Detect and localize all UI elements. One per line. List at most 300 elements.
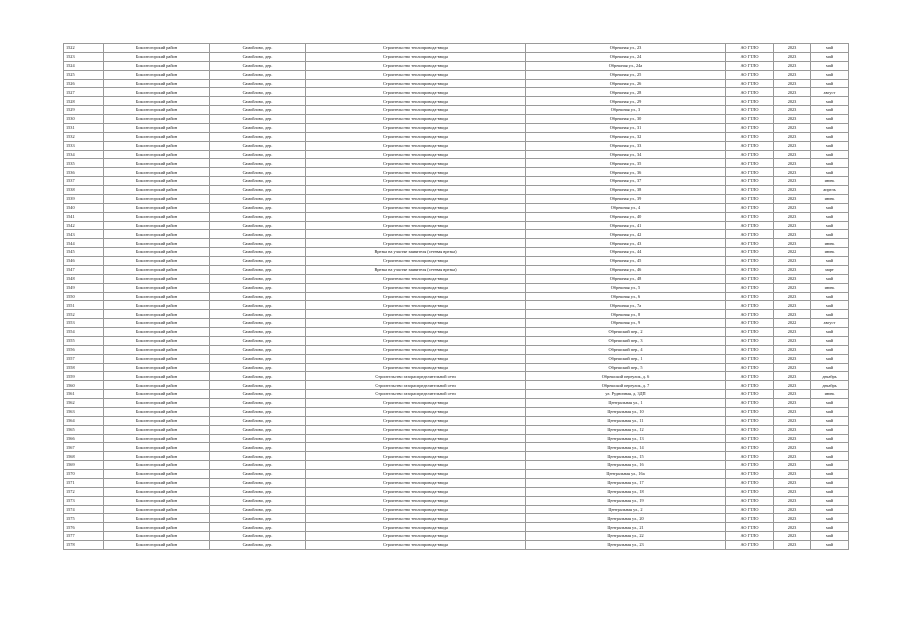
address-cell: Обрешная ул., 4	[526, 203, 726, 212]
row-number-cell: 1572	[64, 487, 104, 496]
table-row	[64, 52, 849, 61]
settlement-cell: Самойлово, дер.	[210, 487, 306, 496]
settlement-cell: Самойлово, дер.	[210, 123, 306, 132]
organization-cell: АО ГТЛО	[726, 532, 774, 541]
month-cell: май	[811, 336, 849, 345]
row-number-cell: 1577	[64, 532, 104, 541]
district-cell: Бокситогорский район	[104, 274, 210, 283]
month-cell: май	[811, 461, 849, 470]
organization-cell: АО ГТЛО	[726, 487, 774, 496]
row-number-cell: 1548	[64, 274, 104, 283]
table-row	[64, 106, 849, 115]
row-number-cell: 1541	[64, 212, 104, 221]
organization-cell: АО ГТЛО	[726, 301, 774, 310]
organization-cell: АО ГТЛО	[726, 478, 774, 487]
work-type-cell: Строительство теплопровода-ввода	[306, 434, 526, 443]
district-cell: Бокситогорский район	[104, 301, 210, 310]
organization-cell: АО ГТЛО	[726, 106, 774, 115]
address-cell: Обрешский переулок, д. 6	[526, 372, 726, 381]
address-cell: Обрешная ул., 28	[526, 88, 726, 97]
row-number-cell: 1565	[64, 425, 104, 434]
settlement-cell: Самойлово, дер.	[210, 52, 306, 61]
organization-cell: АО ГТЛО	[726, 443, 774, 452]
row-number-cell: 1569	[64, 461, 104, 470]
address-cell: Обрешная ул., 43	[526, 239, 726, 248]
year-cell: 2023	[774, 496, 811, 505]
year-cell: 2023	[774, 265, 811, 274]
table-row	[64, 416, 849, 425]
address-cell: Центральная ул., 14	[526, 443, 726, 452]
row-number-cell: 1552	[64, 310, 104, 319]
address-cell: Центральная ул., 19	[526, 496, 726, 505]
work-type-cell: Строительство теплопровода-ввода	[306, 79, 526, 88]
district-cell: Бокситогорский район	[104, 239, 210, 248]
month-cell: май	[811, 301, 849, 310]
work-type-cell: Строительство теплопровода-ввода	[306, 399, 526, 408]
row-number-cell: 1524	[64, 61, 104, 70]
address-cell: Обрешная ул., 7а	[526, 301, 726, 310]
settlement-cell: Самойлово, дер.	[210, 434, 306, 443]
address-cell: Обрешная ул., 45	[526, 257, 726, 266]
organization-cell: АО ГТЛО	[726, 461, 774, 470]
year-cell: 2023	[774, 97, 811, 106]
table-row	[64, 496, 849, 505]
organization-cell: АО ГТЛО	[726, 221, 774, 230]
table-row	[64, 123, 849, 132]
table-row	[64, 132, 849, 141]
table-row	[64, 390, 849, 399]
month-cell: май	[811, 61, 849, 70]
table-row	[64, 470, 849, 479]
work-type-cell: Строительство теплопровода-ввода	[306, 416, 526, 425]
work-type-cell: Строительство теплопровода-ввода	[306, 194, 526, 203]
month-cell: декабрь	[811, 372, 849, 381]
organization-cell: АО ГТЛО	[726, 70, 774, 79]
month-cell: май	[811, 434, 849, 443]
year-cell: 2023	[774, 52, 811, 61]
work-type-cell: Строительство теплопровода-ввода	[306, 478, 526, 487]
work-type-cell: Строительство теплопровода-ввода	[306, 221, 526, 230]
settlement-cell: Самойлово, дер.	[210, 390, 306, 399]
settlement-cell: Самойлово, дер.	[210, 496, 306, 505]
organization-cell: АО ГТЛО	[726, 88, 774, 97]
district-cell: Бокситогорский район	[104, 407, 210, 416]
address-cell: Центральная ул., 16а	[526, 470, 726, 479]
work-type-cell: Строительство теплопровода-ввода	[306, 186, 526, 195]
address-cell: Обрешная ул., 32	[526, 132, 726, 141]
year-cell: 2023	[774, 372, 811, 381]
work-type-cell: Строительство теплопровода-ввода	[306, 61, 526, 70]
settlement-cell: Самойлово, дер.	[210, 425, 306, 434]
settlement-cell: Самойлово, дер.	[210, 416, 306, 425]
row-number-cell: 1551	[64, 301, 104, 310]
settlement-cell: Самойлово, дер.	[210, 461, 306, 470]
organization-cell: АО ГТЛО	[726, 97, 774, 106]
table-row	[64, 274, 849, 283]
table-row	[64, 221, 849, 230]
settlement-cell: Самойлово, дер.	[210, 97, 306, 106]
table-row	[64, 141, 849, 150]
year-cell: 2023	[774, 390, 811, 399]
month-cell: май	[811, 407, 849, 416]
table-row	[64, 310, 849, 319]
work-type-cell: Строительство теплопровода-ввода	[306, 141, 526, 150]
month-cell: май	[811, 159, 849, 168]
work-type-cell: Строительство теплопровода-ввода	[306, 203, 526, 212]
table-row	[64, 532, 849, 541]
district-cell: Бокситогорский район	[104, 381, 210, 390]
work-type-cell: Строительство теплопровода-ввода	[306, 301, 526, 310]
address-cell: Обрешная ул., 44	[526, 248, 726, 257]
address-cell: Обрешная ул., 9	[526, 319, 726, 328]
organization-cell: АО ГТЛО	[726, 115, 774, 124]
work-type-cell: Строительство теплопровода-ввода	[306, 168, 526, 177]
year-cell: 2023	[774, 239, 811, 248]
settlement-cell: Самойлово, дер.	[210, 443, 306, 452]
row-number-cell: 1557	[64, 354, 104, 363]
district-cell: Бокситогорский район	[104, 123, 210, 132]
settlement-cell: Самойлово, дер.	[210, 452, 306, 461]
row-number-cell: 1523	[64, 52, 104, 61]
settlement-cell: Самойлово, дер.	[210, 505, 306, 514]
address-cell: Обрешная ул., 35	[526, 159, 726, 168]
year-cell: 2023	[774, 194, 811, 203]
district-cell: Бокситогорский район	[104, 328, 210, 337]
month-cell: май	[811, 168, 849, 177]
year-cell: 2023	[774, 141, 811, 150]
year-cell: 2023	[774, 381, 811, 390]
table-row	[64, 505, 849, 514]
year-cell: 2023	[774, 470, 811, 479]
year-cell: 2023	[774, 345, 811, 354]
table-row	[64, 381, 849, 390]
month-cell: июнь	[811, 239, 849, 248]
address-cell: Обрешная ул., 24	[526, 52, 726, 61]
address-cell: Обрешная ул., 23	[526, 44, 726, 53]
work-type-cell: Строительство теплопровода-ввода	[306, 523, 526, 532]
work-type-cell: Строительство теплопровода-ввода	[306, 487, 526, 496]
work-type-cell: Строительство теплопровода-ввода	[306, 212, 526, 221]
table-row	[64, 283, 849, 292]
district-cell: Бокситогорский район	[104, 541, 210, 550]
settlement-cell: Самойлово, дер.	[210, 523, 306, 532]
organization-cell: АО ГТЛО	[726, 514, 774, 523]
table-row	[64, 541, 849, 550]
settlement-cell: Самойлово, дер.	[210, 239, 306, 248]
organization-cell: АО ГТЛО	[726, 505, 774, 514]
table-row	[64, 487, 849, 496]
settlement-cell: Самойлово, дер.	[210, 248, 306, 257]
table-row	[64, 478, 849, 487]
row-number-cell: 1549	[64, 283, 104, 292]
work-type-cell: Строительство теплопровода-ввода	[306, 283, 526, 292]
organization-cell: АО ГТЛО	[726, 541, 774, 550]
organization-cell: АО ГТЛО	[726, 123, 774, 132]
year-cell: 2023	[774, 177, 811, 186]
table-row	[64, 319, 849, 328]
table-row	[64, 452, 849, 461]
organization-cell: АО ГТЛО	[726, 79, 774, 88]
row-number-cell: 1574	[64, 505, 104, 514]
work-type-cell: Строительство теплопровода-ввода	[306, 336, 526, 345]
row-number-cell: 1544	[64, 239, 104, 248]
district-cell: Бокситогорский район	[104, 221, 210, 230]
row-number-cell: 1562	[64, 399, 104, 408]
address-cell: Центральная ул., 16	[526, 461, 726, 470]
address-cell: Обрешная ул., 48	[526, 274, 726, 283]
row-number-cell: 1537	[64, 177, 104, 186]
table-row	[64, 61, 849, 70]
month-cell: май	[811, 79, 849, 88]
settlement-cell: Самойлово, дер.	[210, 336, 306, 345]
row-number-cell: 1535	[64, 159, 104, 168]
work-type-cell: Строительство теплопровода-ввода	[306, 470, 526, 479]
organization-cell: АО ГТЛО	[726, 203, 774, 212]
address-cell: Обрешная ул., 42	[526, 230, 726, 239]
district-cell: Бокситогорский район	[104, 44, 210, 53]
settlement-cell: Самойлово, дер.	[210, 541, 306, 550]
table-row	[64, 150, 849, 159]
district-cell: Бокситогорский район	[104, 70, 210, 79]
address-cell: Центральная ул., 23	[526, 541, 726, 550]
organization-cell: АО ГТЛО	[726, 132, 774, 141]
table-row	[64, 212, 849, 221]
year-cell: 2023	[774, 532, 811, 541]
district-cell: Бокситогорский район	[104, 461, 210, 470]
year-cell: 2023	[774, 416, 811, 425]
work-type-cell: Врезка на участке заявителя (сетевая врезка)	[306, 248, 526, 257]
district-cell: Бокситогорский район	[104, 292, 210, 301]
district-cell: Бокситогорский район	[104, 478, 210, 487]
table-row	[64, 115, 849, 124]
settlement-cell: Самойлово, дер.	[210, 257, 306, 266]
row-number-cell: 1573	[64, 496, 104, 505]
organization-cell: АО ГТЛО	[726, 44, 774, 53]
organization-cell: АО ГТЛО	[726, 363, 774, 372]
district-cell: Бокситогорский район	[104, 150, 210, 159]
month-cell: декабрь	[811, 381, 849, 390]
settlement-cell: Самойлово, дер.	[210, 186, 306, 195]
organization-cell: АО ГТЛО	[726, 425, 774, 434]
row-number-cell: 1532	[64, 132, 104, 141]
month-cell: май	[811, 106, 849, 115]
table-row	[64, 372, 849, 381]
work-type-cell: Строительство газораспределительной сети	[306, 390, 526, 399]
work-type-cell: Строительство теплопровода-ввода	[306, 532, 526, 541]
row-number-cell: 1550	[64, 292, 104, 301]
table-row	[64, 177, 849, 186]
table-row	[64, 239, 849, 248]
address-cell: ул. Рудничная, д. 3ДП	[526, 390, 726, 399]
settlement-cell: Самойлово, дер.	[210, 177, 306, 186]
year-cell: 2023	[774, 79, 811, 88]
district-cell: Бокситогорский район	[104, 203, 210, 212]
year-cell: 2023	[774, 328, 811, 337]
district-cell: Бокситогорский район	[104, 88, 210, 97]
organization-cell: АО ГТЛО	[726, 257, 774, 266]
organization-cell: АО ГТЛО	[726, 523, 774, 532]
settlement-cell: Самойлово, дер.	[210, 212, 306, 221]
month-cell: май	[811, 328, 849, 337]
address-cell: Центральная ул., 13	[526, 434, 726, 443]
district-cell: Бокситогорский район	[104, 132, 210, 141]
district-cell: Бокситогорский район	[104, 52, 210, 61]
organization-cell: АО ГТЛО	[726, 390, 774, 399]
settlement-cell: Самойлово, дер.	[210, 301, 306, 310]
organization-cell: АО ГТЛО	[726, 399, 774, 408]
address-cell: Обрешная ул., 38	[526, 186, 726, 195]
address-cell: Обрешский пер., 4	[526, 345, 726, 354]
month-cell: август	[811, 319, 849, 328]
year-cell: 2023	[774, 425, 811, 434]
table-row	[64, 265, 849, 274]
row-number-cell: 1533	[64, 141, 104, 150]
work-type-cell: Строительство теплопровода-ввода	[306, 452, 526, 461]
district-cell: Бокситогорский район	[104, 186, 210, 195]
district-cell: Бокситогорский район	[104, 248, 210, 257]
address-cell: Центральная ул., 17	[526, 478, 726, 487]
district-cell: Бокситогорский район	[104, 61, 210, 70]
row-number-cell: 1526	[64, 79, 104, 88]
settlement-cell: Самойлово, дер.	[210, 354, 306, 363]
table-row	[64, 434, 849, 443]
district-cell: Бокситогорский район	[104, 514, 210, 523]
month-cell: март	[811, 265, 849, 274]
organization-cell: АО ГТЛО	[726, 230, 774, 239]
work-type-cell: Строительство теплопровода-ввода	[306, 123, 526, 132]
address-cell: Центральная ул., 11	[526, 416, 726, 425]
table-row	[64, 336, 849, 345]
organization-cell: АО ГТЛО	[726, 52, 774, 61]
year-cell: 2023	[774, 443, 811, 452]
district-cell: Бокситогорский район	[104, 434, 210, 443]
work-type-cell: Строительство теплопровода-ввода	[306, 70, 526, 79]
month-cell: май	[811, 310, 849, 319]
table-row	[64, 399, 849, 408]
address-cell: Обрешский пер., 5	[526, 363, 726, 372]
address-cell: Обрешский пер., 3	[526, 336, 726, 345]
settlement-cell: Самойлово, дер.	[210, 514, 306, 523]
row-number-cell: 1578	[64, 541, 104, 550]
district-cell: Бокситогорский район	[104, 283, 210, 292]
work-type-cell: Строительство теплопровода-ввода	[306, 115, 526, 124]
address-cell: Центральная ул., 1	[526, 399, 726, 408]
work-type-cell: Строительство теплопровода-ввода	[306, 257, 526, 266]
year-cell: 2023	[774, 257, 811, 266]
month-cell: май	[811, 452, 849, 461]
table-row	[64, 345, 849, 354]
month-cell: май	[811, 514, 849, 523]
address-cell: Обрешский пер., 2	[526, 328, 726, 337]
address-cell: Обрешная ул., 41	[526, 221, 726, 230]
month-cell: май	[811, 470, 849, 479]
month-cell: май	[811, 345, 849, 354]
district-cell: Бокситогорский район	[104, 416, 210, 425]
settlement-cell: Самойлово, дер.	[210, 283, 306, 292]
address-cell: Обрешная ул., 26	[526, 79, 726, 88]
row-number-cell: 1560	[64, 381, 104, 390]
address-cell: Обрешная ул., 31	[526, 123, 726, 132]
year-cell: 2023	[774, 310, 811, 319]
district-cell: Бокситогорский район	[104, 97, 210, 106]
row-number-cell: 1553	[64, 319, 104, 328]
organization-cell: АО ГТЛО	[726, 319, 774, 328]
row-number-cell: 1564	[64, 416, 104, 425]
row-number-cell: 1554	[64, 328, 104, 337]
table-row	[64, 88, 849, 97]
row-number-cell: 1528	[64, 97, 104, 106]
year-cell: 2023	[774, 203, 811, 212]
work-type-cell: Строительство газораспределительной сети	[306, 372, 526, 381]
organization-cell: АО ГТЛО	[726, 177, 774, 186]
settlement-cell: Самойлово, дер.	[210, 292, 306, 301]
month-cell: май	[811, 70, 849, 79]
district-cell: Бокситогорский район	[104, 159, 210, 168]
address-cell: Обрешная ул., 29	[526, 97, 726, 106]
year-cell: 2023	[774, 221, 811, 230]
table-row	[64, 523, 849, 532]
year-cell: 2023	[774, 399, 811, 408]
organization-cell: АО ГТЛО	[726, 168, 774, 177]
organization-cell: АО ГТЛО	[726, 416, 774, 425]
work-type-cell: Строительство теплопровода-ввода	[306, 443, 526, 452]
work-type-cell: Строительство теплопровода-ввода	[306, 461, 526, 470]
district-cell: Бокситогорский район	[104, 79, 210, 88]
row-number-cell: 1540	[64, 203, 104, 212]
work-type-cell: Строительство теплопровода-ввода	[306, 319, 526, 328]
table-row	[64, 363, 849, 372]
table-body	[64, 44, 849, 550]
settlement-cell: Самойлово, дер.	[210, 274, 306, 283]
month-cell: май	[811, 399, 849, 408]
settlement-cell: Самойлово, дер.	[210, 532, 306, 541]
month-cell: апрель	[811, 186, 849, 195]
work-type-cell: Строительство теплопровода-ввода	[306, 363, 526, 372]
address-cell: Центральная ул., 15	[526, 452, 726, 461]
address-cell: Обрешная ул., 37	[526, 177, 726, 186]
settlement-cell: Самойлово, дер.	[210, 363, 306, 372]
month-cell: май	[811, 97, 849, 106]
work-type-cell: Строительство теплопровода-ввода	[306, 159, 526, 168]
settlement-cell: Самойлово, дер.	[210, 203, 306, 212]
settlement-cell: Самойлово, дер.	[210, 265, 306, 274]
table-row	[64, 168, 849, 177]
year-cell: 2023	[774, 487, 811, 496]
settlement-cell: Самойлово, дер.	[210, 115, 306, 124]
table-row	[64, 79, 849, 88]
address-cell: Обрешная ул., 34	[526, 150, 726, 159]
row-number-cell: 1529	[64, 106, 104, 115]
month-cell: май	[811, 532, 849, 541]
address-cell: Обрешная ул., 40	[526, 212, 726, 221]
district-cell: Бокситогорский район	[104, 336, 210, 345]
month-cell: июнь	[811, 390, 849, 399]
organization-cell: АО ГТЛО	[726, 186, 774, 195]
address-cell: Центральная ул., 18	[526, 487, 726, 496]
work-type-cell: Строительство теплопровода-ввода	[306, 496, 526, 505]
month-cell: май	[811, 212, 849, 221]
organization-cell: АО ГТЛО	[726, 194, 774, 203]
work-type-cell: Строительство теплопровода-ввода	[306, 310, 526, 319]
month-cell: май	[811, 257, 849, 266]
year-cell: 2023	[774, 363, 811, 372]
address-cell: Обрешная ул., 3	[526, 106, 726, 115]
row-number-cell: 1536	[64, 168, 104, 177]
settlement-cell: Самойлово, дер.	[210, 381, 306, 390]
table-row	[64, 461, 849, 470]
address-cell: Обрешная ул., 33	[526, 141, 726, 150]
settlement-cell: Самойлово, дер.	[210, 132, 306, 141]
